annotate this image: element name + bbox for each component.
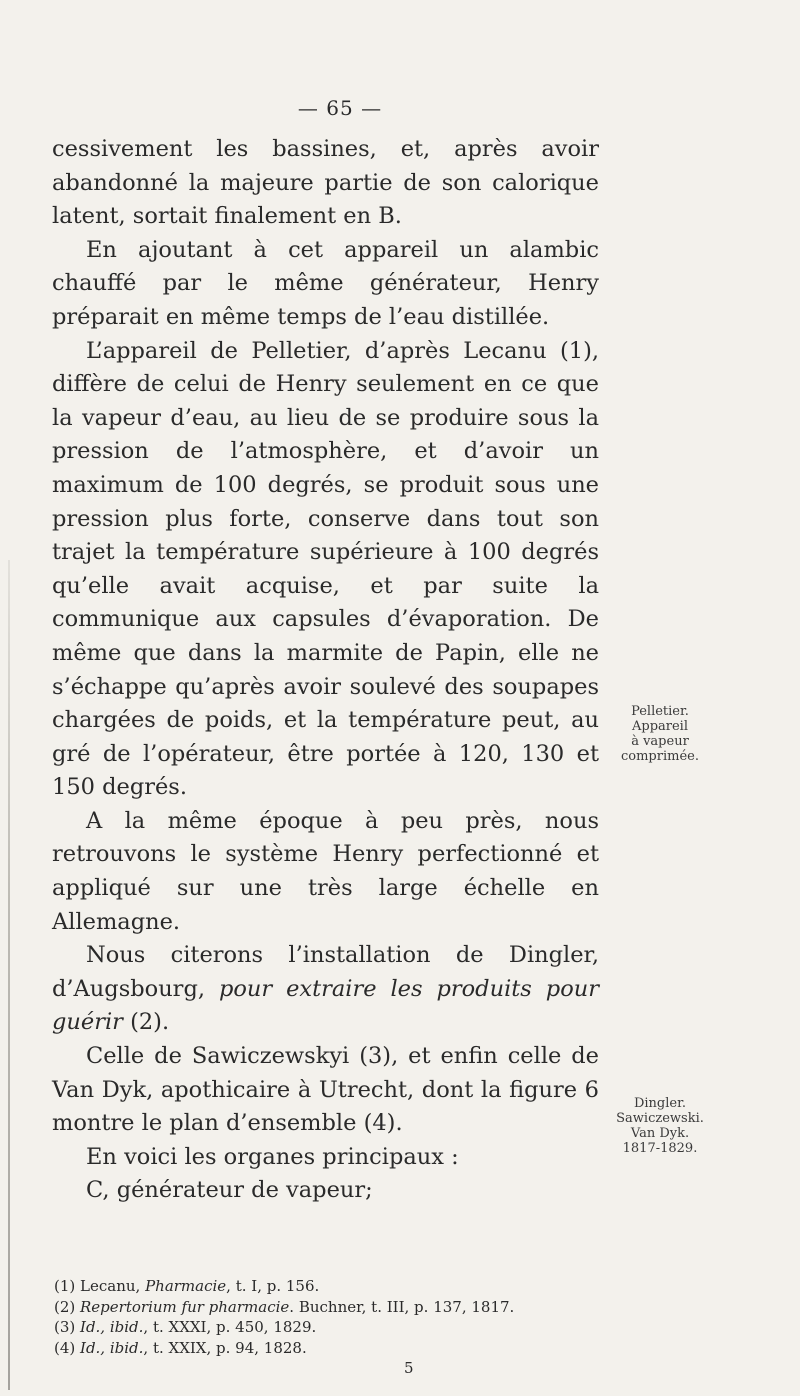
footnote-number: (4) (54, 1338, 81, 1357)
footnote-number: (1) (54, 1277, 81, 1295)
footnote-rest: , t. XXXI, p. 450, 1829. (143, 1318, 317, 1336)
paragraph-8: C, générateur de vapeur; (86, 1177, 373, 1204)
footnote-work: Repertorium fur pharmacie (80, 1297, 290, 1316)
footnote-rest: , t. I, p. 156. (226, 1277, 320, 1295)
paragraph-4: A la même époque à peu près, nous retrouvons le système Henry perfectionné et appliqué sur une très large échelle en Allemagne. (52, 807, 599, 935)
footnote-work: Id., ibid. (80, 1338, 144, 1357)
margin-note-pelletier (604, 704, 716, 764)
margin-note-dingler (604, 1096, 716, 1156)
margin-note-line: Sawiczewski. (616, 1111, 704, 1126)
footnote-number: (2) (54, 1297, 81, 1316)
body-text (52, 133, 599, 1208)
margin-note-line: Dingler. (633, 1096, 687, 1111)
footnote-3 (54, 1317, 614, 1338)
paragraph-6: Celle de Sawiczewskyi (3), et enfin celle de Van Dyk, apothicaire à Utrecht, dont la figure 6 montre le plan d’ensemble (4). (52, 1043, 599, 1137)
signature-mark: 5 (404, 1359, 414, 1377)
footnote-rest: , t. XXIX, p. 94, 1828. (143, 1338, 307, 1357)
margin-note-line: Pelletier. (631, 704, 689, 719)
binding-shadow (8, 560, 10, 1390)
margin-note-line: 1817-1829. (622, 1141, 698, 1156)
paragraph-5-italic: pour extraire les produits pour guérir (52, 975, 599, 1036)
page-number: — 65 — (297, 96, 383, 120)
paragraph-7: En voici les organes principaux : (86, 1143, 459, 1170)
footnote-work: Id., ibid. (80, 1318, 144, 1336)
paragraph-2: En ajoutant à cet appareil un alambic chauffé par le même générateur, Henry préparait en même temps de l’eau distillée. (52, 236, 599, 330)
footnote-4 (54, 1338, 614, 1359)
paragraph-1: cessivement les bassines, et, après avoir abandonné la majeure partie de son calorique latent, sortait finalement en B. (52, 136, 599, 230)
footnote-work: Pharmacie (145, 1277, 227, 1295)
footnote-number: (3) (54, 1318, 81, 1336)
footnote-1 (54, 1276, 614, 1297)
margin-note-line: à vapeur (631, 734, 689, 749)
margin-note-line: comprimée. (621, 749, 699, 764)
paragraph-5-lead: Nous citerons l’installation de Dingler, d’Augsbourg, (52, 942, 599, 1002)
footnote-2 (54, 1297, 614, 1318)
margin-note-line: Van Dyk. (630, 1126, 690, 1141)
footnotes (54, 1276, 614, 1358)
margin-note-line: Appareil (631, 719, 688, 734)
paragraph-3: L’appareil de Pelletier, d’après Lecanu (1), diffère de celui de Henry seulement en ce que la vapeur d’eau, au lieu de se produire sous la pression de l’atmosphère, et d’avoir un maximum de 100 degrés, se produit sous une pression plus forte, conserve dans tout son trajet la température supérieure à 100 degrés qu’elle avait acquise, et par suite la communique aux capsules d’évaporation. De même que dans la marmite de Papin, elle ne s’échappe qu’après avoir soulevé des soupapes chargées de poids, et la température peut, au gré de l’opérateur, être portée à 120, 130 et 150 degrés. (52, 337, 599, 801)
paragraph-5-tail: (2). (122, 1009, 170, 1036)
footnote-rest: . Buchner, t. III, p. 137, 1817. (289, 1297, 515, 1316)
footnote-author: Lecanu, (80, 1277, 146, 1295)
paragraph-5 (52, 939, 599, 1040)
